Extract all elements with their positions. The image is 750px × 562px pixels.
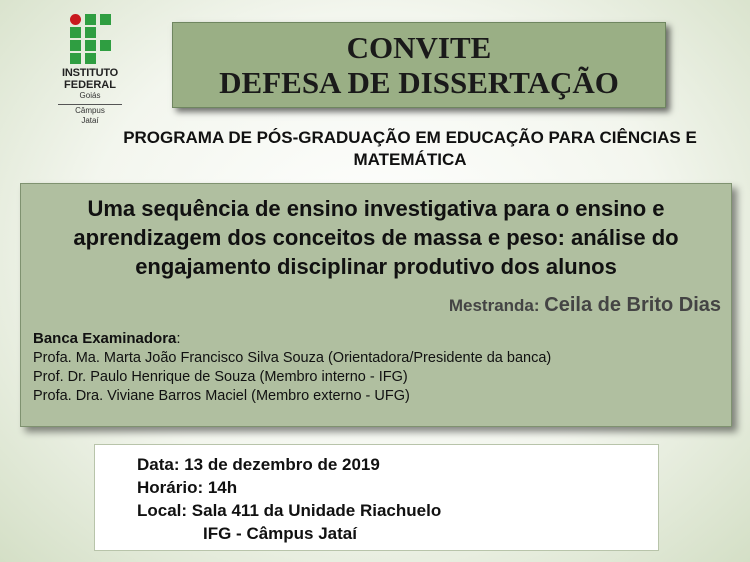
event-campus: IFG - Câmpus Jataí: [203, 524, 357, 543]
logo-text-instituto: INSTITUTO: [61, 67, 119, 79]
logo-divider: [58, 104, 122, 105]
invitation-title-box: [172, 22, 666, 108]
student-label: Mestranda:: [448, 296, 540, 315]
board-heading: [33, 329, 181, 348]
program-name: PROGRAMA DE PÓS-GRADUAÇÃO EM EDUCAÇÃO PARA CIÊNCIAS E MATEMÁTICA: [123, 128, 697, 169]
logo-text-state: Goiás: [79, 91, 101, 100]
student-name: Ceila de Brito Dias: [544, 294, 721, 316]
logo-emblem-icon: [70, 14, 112, 62]
event-details-box: [94, 444, 659, 551]
board-member: Profa. Dra. Viviane Barros Maciel (Membro externo - UFG): [33, 388, 410, 404]
logo-text-federal: FEDERAL: [64, 79, 116, 91]
logo-text-campus: Câmpus: [75, 106, 105, 115]
invitation-title: CONVITE: [346, 30, 492, 65]
board-member: Prof. Dr. Paulo Henrique de Souza (Membro interno - IFG): [33, 369, 408, 385]
institution-logo: [50, 14, 130, 129]
board-member-list: [33, 349, 551, 406]
invitation-subtitle: DEFESA DE DISSERTAÇÃO: [219, 65, 619, 100]
thesis-title: Uma sequência de ensino investigativa para o ensino e aprendizagem dos conceitos de massa e peso: análise do engajamento disciplinar produtivo dos alunos: [73, 196, 679, 279]
student-line: [449, 294, 721, 317]
board-heading-label: Banca Examinadora: [33, 330, 177, 347]
event-location: Local: Sala 411 da Unidade Riachuelo: [137, 501, 442, 520]
board-member: Profa. Ma. Marta João Francisco Silva Souza (Orientadora/Presidente da banca): [33, 350, 552, 366]
thesis-panel: [20, 183, 732, 427]
event-time: Horário: 14h: [137, 478, 238, 497]
board-heading-colon: :: [176, 330, 181, 347]
event-date: Data: 13 de dezembro de 2019: [137, 455, 380, 474]
logo-text-city: Jataí: [81, 116, 99, 125]
